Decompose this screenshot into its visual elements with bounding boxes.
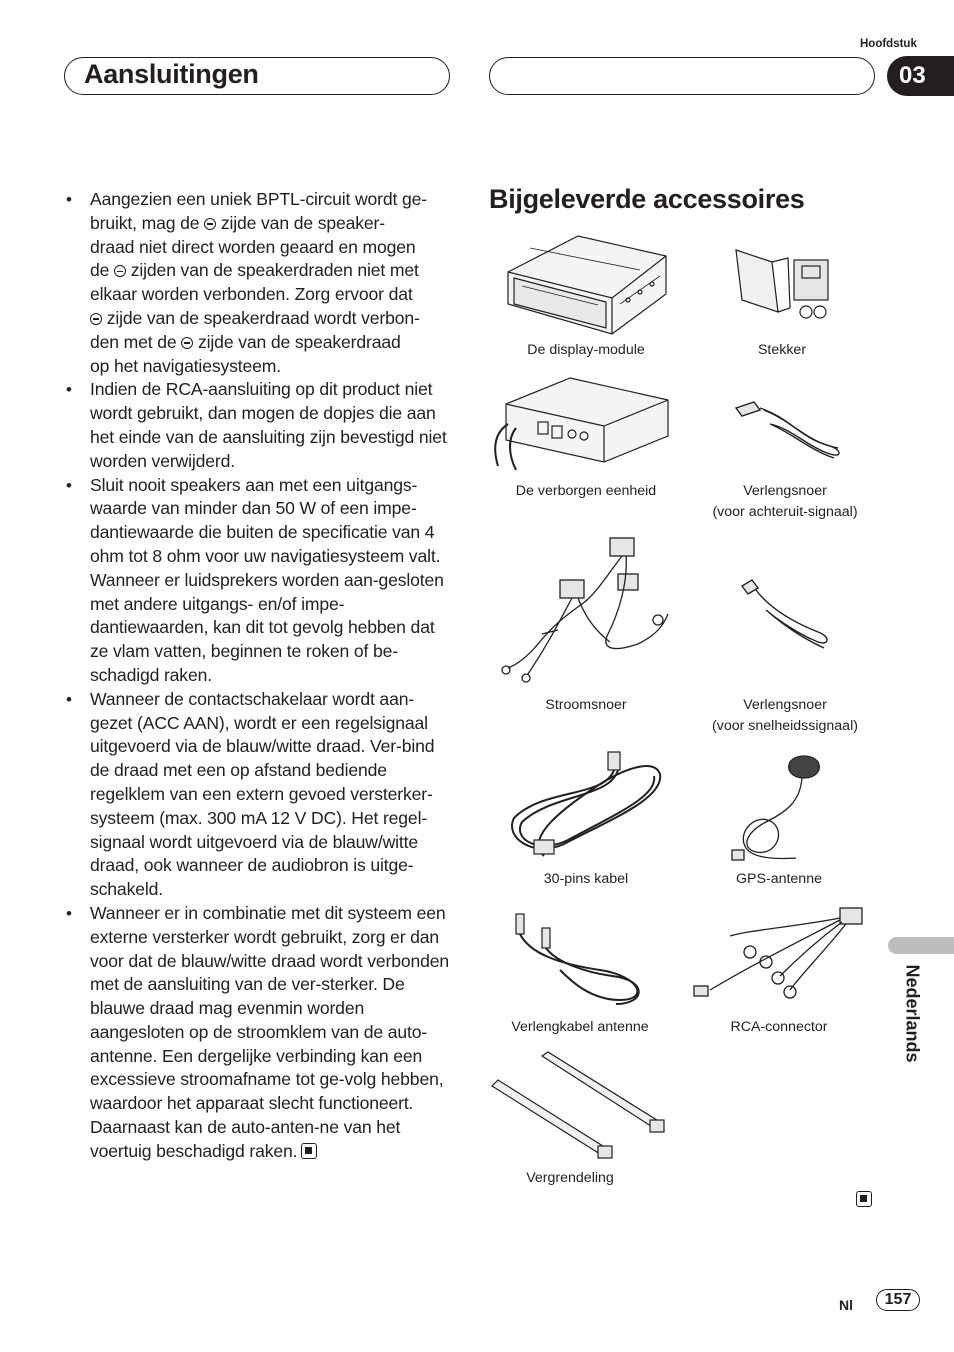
- caption-cable-tie: Vergrendeling: [526, 1170, 614, 1186]
- caption-gps-antenna: GPS-antenne: [736, 871, 822, 887]
- caption-antenna-extension-cable: Verlengkabel antenne: [511, 1019, 649, 1035]
- power-cord-illustration: [498, 534, 676, 690]
- chapter-number-badge: 03: [887, 56, 954, 96]
- bullet-item-rca: • Indien de RCA-aansluiting op dit product niet wordt gebruikt, dan mogen de dopjes die aan het einde van de aansluiting zijn bevestigd niet worden verwijderd.: [64, 378, 456, 473]
- antenna-extension-cable-illustration: [500, 910, 650, 1010]
- end-of-section-icon: [856, 1191, 872, 1207]
- caption-extension-cord-reverse-sub: (voor achteruit-signaal): [712, 504, 858, 520]
- hidden-unit-illustration: [488, 374, 672, 478]
- caption-plug: Stekker: [757, 342, 807, 358]
- chapter-label: Hoofdstuk: [860, 38, 917, 50]
- minus-circle-icon: [181, 337, 193, 349]
- chapter-header-frame: [489, 57, 875, 95]
- cable-tie-illustration: [488, 1050, 670, 1162]
- caption-power-cord: Stroomsnoer: [545, 697, 627, 713]
- minus-circle-icon: [90, 313, 102, 325]
- section-title: Aansluitingen: [84, 59, 259, 89]
- extension-cord-speed-illustration: [738, 576, 832, 652]
- bullet-item-speakers: • Sluit nooit speakers aan met een uitgangs-waarde van minder dan 50 W of een impe-dantiewaarde die buiten de specificatie van 4 ohm tot 8 ohm voor uw navigatiesysteem valt. Wanneer er luidsprekers worden aan-gesloten met andere uitgangs- en/of impe-dantiewaarden, kan dit tot gevolg hebben dat ze vlam vatten, beginnen te roken of be-schadigd raken.: [64, 474, 456, 688]
- caption-display-module: De display-module: [527, 342, 645, 358]
- caption-extension-cord-reverse: Verlengsnoer: [743, 483, 827, 499]
- bullet-item-acc: • Wanneer de contactschakelaar wordt aan-gezet (ACC AAN), wordt er een regelsignaal uitgevoerd via de blauw/witte draad. Ver-bind de draad met een op afstand bediende regelklem van een extern gevoed versterker-systeem (max. 300 mA 12 V DC). Het regel-signaal wordt uitgevoerd via de blauw/witte draad, ook wanneer de audiobron is uitge-schakeld.: [64, 688, 456, 902]
- accessories-title: Bijgeleverde accessoires: [489, 184, 805, 214]
- end-of-section-icon: [301, 1143, 317, 1159]
- warning-bullet-list: [64, 188, 456, 1164]
- caption-extension-cord-speed: Verlengsnoer: [743, 697, 827, 713]
- page-number: 157: [876, 1289, 920, 1311]
- language-tab: [888, 937, 954, 954]
- plug-illustration: [732, 246, 832, 324]
- language-tab-label: Nederlands: [902, 964, 923, 1063]
- minus-circle-icon: [204, 218, 216, 230]
- caption-hidden-unit: De verborgen eenheid: [515, 483, 657, 499]
- gps-antenna-illustration: [726, 752, 836, 866]
- caption-extension-cord-speed-sub: (voor snelheidssignaal): [712, 718, 858, 734]
- 30-pin-cable-illustration: [504, 748, 666, 864]
- rca-connector-illustration: [690, 906, 866, 1006]
- minus-circle-icon: [114, 265, 126, 277]
- display-module-illustration: [500, 234, 670, 340]
- bullet-item-amplifier: • Wanneer er in combinatie met dit systeem een externe versterker wordt gebruikt, zorg er dan voor dat de blauw/witte draad wordt verbonden met de aansluiting van de ver-sterker. De blauwe draad mag evenmin worden aangesloten op de stroomklem van de auto-antenne. Een dergelijke verbinding kan een excessieve stroomafname tot ge-volg hebben, waardoor het apparaat slecht functioneert. Daarnaast kan de auto-anten-ne van het voertuig beschadigd raken.: [64, 902, 456, 1164]
- caption-30-pin-cable: 30-pins kabel: [543, 871, 629, 887]
- caption-rca-connector: RCA-connector: [730, 1019, 828, 1035]
- footer-language-code: Nl: [839, 1297, 853, 1313]
- extension-cord-reverse-illustration: [730, 388, 846, 462]
- bullet-item-bptl: • Aangezien een uniek BPTL-circuit wordt ge- bruikt, mag de zijde van de speaker- draad niet direct worden geaard en mogen de zijden van de speakerdraden niet met elkaar worden verbonden. Zorg ervoor dat zijde van de speakerdraad wordt verbon- den met de zijde van de speakerdraad op het navigatiesysteem.: [64, 188, 456, 378]
